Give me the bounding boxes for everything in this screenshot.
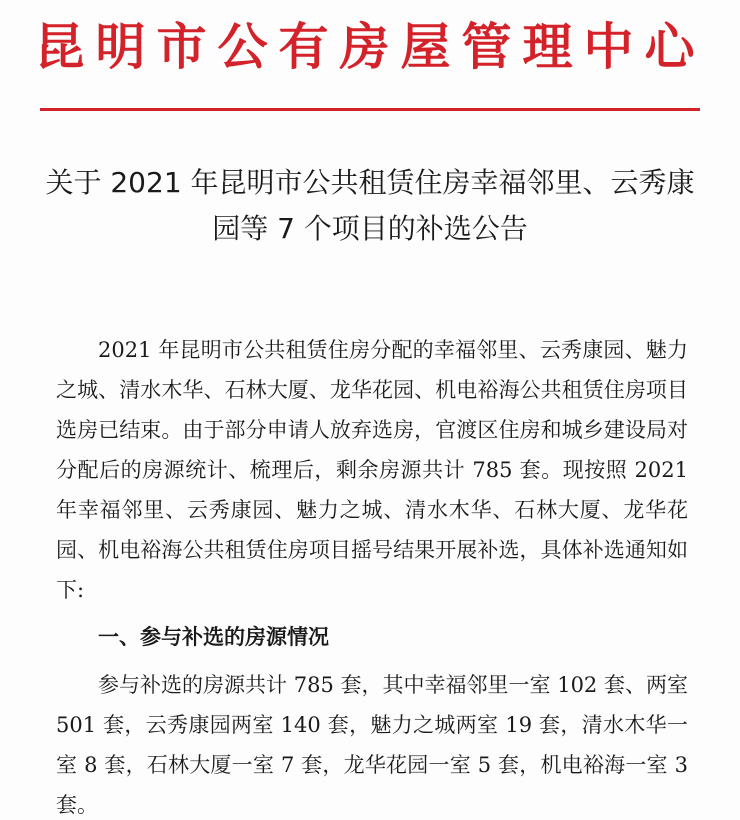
letterhead-organization-name: 昆明市公有房屋管理中心	[34, 17, 706, 76]
section-heading-housing-supply: 一、参与补选的房源情况	[98, 625, 329, 649]
notice-title: 关于 2021 年昆明市公共租赁住房幸福邻里、云秀康园等 7 个项目的补选公告	[45, 166, 695, 245]
body-paragraph-intro: 2021 年昆明市公共租赁住房分配的幸福邻里、云秀康园、魅力之城、清水木华、石林大厦、龙华花园、机电裕海公共租赁住房项目选房已结束。由于部分申请人放弃选房，官渡区住房和城乡建设局对分配后的房源统计、梳理后，剩余房源共计 785 套。现按照 2021 年幸福邻里、云秀康园、魅力之城、清水木华、石林大厦、龙华花园、机电裕海公共租赁住房项目摇号结果开展补选，具体补选通知如下:	[56, 338, 688, 602]
letterhead-red-divider	[40, 108, 700, 111]
body-paragraph-housing-supply: 参与补选的房源共计 785 套，其中幸福邻里一室 102 套、两室 501 套，云秀康园两室 140 套，魅力之城两室 19 套，清水木华一室 8 套，石林大厦一室 7 套，龙华花园一室 5 套，机电裕海一室 3 套。	[56, 673, 688, 817]
